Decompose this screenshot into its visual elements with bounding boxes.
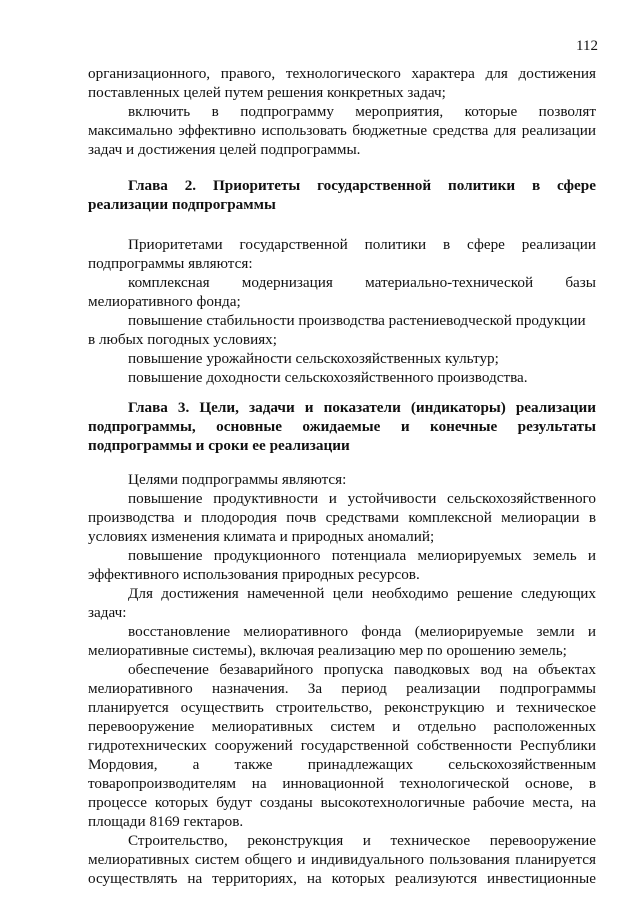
- text-line: площади 8169 гектаров.: [88, 813, 244, 830]
- text-line: Строительство, реконструкция и техническое перевооружение: [128, 832, 596, 849]
- text-line: товаропроизводителям на инновационной технологической основе, в: [88, 775, 596, 792]
- text-line: повышение продуктивности и устойчивости сельскохозяйственного: [128, 490, 596, 507]
- text-line: процессе которых будут созданы высокотехнологичные рабочие места, на: [88, 794, 596, 811]
- text-line: повышение продукционного потенциала мелиорируемых земель и: [128, 547, 596, 564]
- text-line: производства и плодородия почв средствами комплексной мелиорации в: [88, 509, 596, 526]
- text-line: повышение доходности сельскохозяйственного производства.: [128, 369, 528, 386]
- text-line: в любых погодных условиях;: [88, 331, 277, 348]
- text-line: Для достижения намеченной цели необходимо решение следующих: [128, 585, 596, 602]
- text-line: повышение урожайности сельскохозяйственных культур;: [128, 350, 499, 367]
- text-line: повышение стабильности производства растениеводческой продукции: [128, 312, 586, 329]
- text-line: мелиоративных систем общего и индивидуального пользования планируется: [88, 851, 596, 868]
- text-line: планируется осуществить строительство, реконструкцию и техническое: [88, 699, 596, 716]
- text-line: подпрограммы являются:: [88, 255, 253, 272]
- text-line: Мордовия, а также принадлежащих сельскохозяйственным: [88, 756, 596, 773]
- text-line: включить в подпрограмму мероприятия, которые позволят: [128, 103, 596, 120]
- text-line: мелиоративного фонда;: [88, 293, 241, 310]
- text-line: максимально эффективно использовать бюджетные средства для реализации: [88, 122, 596, 139]
- text-line: поставленных целей путем решения конкретных задач;: [88, 84, 446, 101]
- text-line: условиях изменения климата и природных аномалий;: [88, 528, 435, 545]
- text-line: осуществлять на территориях, на которых реализуются инвестиционные: [88, 870, 596, 887]
- heading-line: подпрограммы, основные ожидаемые и конечные результаты: [88, 418, 596, 435]
- text-line: комплексная модернизация материально-технической базы: [128, 274, 596, 291]
- text-line: Приоритетами государственной политики в сфере реализации: [128, 236, 596, 253]
- text-line: мелиоративного назначения. За период реализации подпрограммы: [88, 680, 596, 697]
- text-line: задач и достижения целей подпрограммы.: [88, 141, 361, 158]
- text-line: организационного, правого, технологического характера для достижения: [88, 65, 596, 82]
- text-line: мелиоративные системы), включая реализацию мер по орошению земель;: [88, 642, 567, 659]
- text-line: Целями подпрограммы являются:: [128, 471, 347, 488]
- page-number: 112: [576, 38, 598, 54]
- text-line: обеспечение безаварийного пропуска паводковых вод на объектах: [128, 661, 596, 678]
- text-line: задач:: [88, 604, 127, 621]
- chapter-3-heading: [88, 398, 596, 455]
- heading-line: подпрограммы и сроки ее реализации: [88, 437, 350, 454]
- text-line: эффективного использования природных ресурсов.: [88, 566, 420, 583]
- text-line: перевооружение мелиоративных систем и отдельно расположенных: [88, 718, 596, 735]
- heading-line: Глава 2. Приоритеты государственной политики в сфере: [128, 177, 596, 194]
- heading-line: Глава 3. Цели, задачи и показатели (индикаторы) реализации: [128, 399, 596, 416]
- intro-text: [88, 64, 596, 159]
- chapter-2-heading: [88, 176, 596, 214]
- heading-line: реализации подпрограммы: [88, 196, 276, 213]
- chapter-2-text: [88, 235, 596, 387]
- text-line: восстановление мелиоративного фонда (мелиорируемые земли и: [128, 623, 596, 640]
- chapter-3-text: [88, 470, 596, 888]
- text-line: гидротехнических сооружений государственной собственности Республики: [88, 737, 596, 754]
